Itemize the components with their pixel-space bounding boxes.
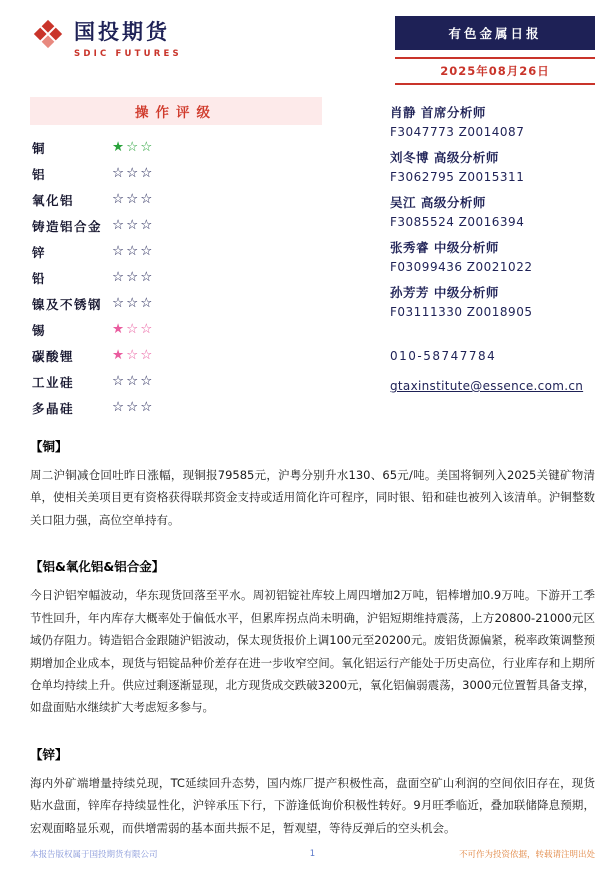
header xyxy=(0,0,615,85)
rating-stars: ☆☆☆ xyxy=(112,243,155,260)
rating-metal-name: 镍及不锈钢 xyxy=(32,297,103,312)
ratings-list xyxy=(30,135,322,421)
analysts-panel xyxy=(390,97,595,421)
rating-row xyxy=(30,265,322,291)
report-section xyxy=(30,557,595,719)
footer-page-number: 1 xyxy=(309,849,316,859)
rating-stars: ★☆☆ xyxy=(112,347,155,364)
rating-stars: ★☆☆ xyxy=(112,321,155,338)
analyst-item xyxy=(390,148,595,184)
rating-metal-name: 工业硅 xyxy=(32,375,75,390)
analyst-name-title: 孙芳芳 中级分析师 xyxy=(390,285,499,300)
analyst-codes: F3062795 Z0015311 xyxy=(390,170,525,184)
rating-row xyxy=(30,317,322,343)
contact-phone: 010-58747784 xyxy=(390,349,497,363)
analyst-item xyxy=(390,193,595,229)
analyst-codes: F03111330 Z0018905 xyxy=(390,305,533,319)
analyst-codes: F03099436 Z0021022 xyxy=(390,260,533,274)
rating-metal-name: 锡 xyxy=(32,323,47,338)
rating-metal-name: 铸造铝合金 xyxy=(32,219,103,234)
ratings-panel xyxy=(30,97,322,421)
report-sections xyxy=(0,421,615,839)
section-body: 今日沪铝窄幅波动，华东现货回落至平水。周初铝锭社库较上周四增加2万吨，铝棒增加0.9万吨。下游开工季节性回升，年内库存大概率处于偏低水平，但累库拐点尚未明确，沪铝短期维持震荡，上方20800-21000元区域仍存阻力。铸造铝合金跟随沪铝波动，保太现货报价上调100元至20200元。废铝货源偏紧，税率政策调整预期增加企业成本，现货与铝锭品种价差存在进一步收窄空间。氧化铝运行产能处于历史高位，行业库存和上期所仓单均持续上升。供应过剩逐渐显现，北方现货成交跌破3200元，氧化铝偏弱震荡，3000元位置暂具备支撑，如盘面贴水继续扩大考虑短多参与。 xyxy=(30,588,595,715)
rating-row xyxy=(30,343,322,369)
report-section xyxy=(30,745,595,839)
rating-row xyxy=(30,291,322,317)
analyst-name-title: 吴江 高级分析师 xyxy=(390,195,486,210)
section-heading: 【铝&氧化铝&铝合金】 xyxy=(30,559,165,575)
rating-stars: ☆☆☆ xyxy=(112,399,155,416)
ratings-title: 操作评级 xyxy=(30,97,322,125)
contact-email-link[interactable]: gtaxinstitute@essence.com.cn xyxy=(390,379,584,393)
logo-text xyxy=(74,16,182,59)
analyst-item xyxy=(390,283,595,319)
footer-copyright: 本报告版权属于国投期货有限公司 xyxy=(30,850,158,860)
rating-row xyxy=(30,213,322,239)
rating-row xyxy=(30,135,322,161)
rating-stars: ★☆☆ xyxy=(112,139,155,156)
logo-diamond-icon xyxy=(30,16,66,56)
report-date: 2025年08月26日 xyxy=(395,57,595,85)
top-columns xyxy=(0,85,615,421)
rating-metal-name: 碳酸锂 xyxy=(32,349,75,364)
analyst-item xyxy=(390,103,595,139)
rating-row xyxy=(30,395,322,421)
rating-row xyxy=(30,187,322,213)
rating-stars: ☆☆☆ xyxy=(112,295,155,312)
analyst-codes: F3047773 Z0014087 xyxy=(390,125,525,139)
analyst-item xyxy=(390,238,595,274)
rating-row xyxy=(30,369,322,395)
contact-block xyxy=(390,349,595,393)
rating-metal-name: 锌 xyxy=(32,245,47,260)
logo-name-en: SDIC FUTURES xyxy=(74,49,182,59)
rating-row xyxy=(30,239,322,265)
company-logo xyxy=(30,16,182,59)
rating-metal-name: 铜 xyxy=(32,141,47,156)
rating-stars: ☆☆☆ xyxy=(112,165,155,182)
report-type-banner: 有色金属日报 xyxy=(395,16,595,50)
rating-metal-name: 多晶硅 xyxy=(32,401,75,416)
rating-stars: ☆☆☆ xyxy=(112,269,155,286)
section-body: 海内外矿端增量持续兑现，TC延续回升态势，国内炼厂提产积极性高，盘面空矿山利润的空间依旧存在，现货贴水盘面，锌库存持续显性化，沪锌承压下行，下游逢低询价积极性转好。9月旺季临近，叠加联储降息预期，宏观面略显乐观，而供增需弱的基本面共振不足，暂观望，等待反弹后的空头机会。 xyxy=(30,775,595,835)
header-right xyxy=(395,16,595,85)
rating-stars: ☆☆☆ xyxy=(112,191,155,208)
rating-metal-name: 铅 xyxy=(32,271,47,286)
section-body: 周二沪铜减仓回吐昨日涨幅，现铜报79585元，沪粤分别升水130、65元/吨。美国将铜列入2025关键矿物清单，使相关美项目更有资格获得联邦资金支持或适用简化许可程序，同时银、铅和硅也被列入该清单。沪铜整数关口阻力强，高位空单持有。 xyxy=(30,468,595,527)
rating-metal-name: 氧化铝 xyxy=(32,193,75,208)
analysts-list xyxy=(390,103,595,319)
footer-disclaimer: 不可作为投资依据，转载请注明出处 xyxy=(458,850,595,860)
logo-name-cn: 国投期货 xyxy=(74,20,170,44)
analyst-name-title: 张秀睿 中级分析师 xyxy=(390,240,499,255)
analyst-name-title: 肖静 首席分析师 xyxy=(390,105,486,120)
rating-stars: ☆☆☆ xyxy=(112,373,155,390)
section-heading: 【铜】 xyxy=(30,439,68,454)
analyst-name-title: 刘冬博 高级分析师 xyxy=(390,150,499,165)
footer xyxy=(0,848,615,860)
rating-stars: ☆☆☆ xyxy=(112,217,155,234)
rating-row xyxy=(30,161,322,187)
rating-metal-name: 铝 xyxy=(32,167,47,182)
analyst-codes: F3085524 Z0016394 xyxy=(390,215,525,229)
section-heading: 【锌】 xyxy=(30,746,68,762)
report-section xyxy=(30,437,595,531)
